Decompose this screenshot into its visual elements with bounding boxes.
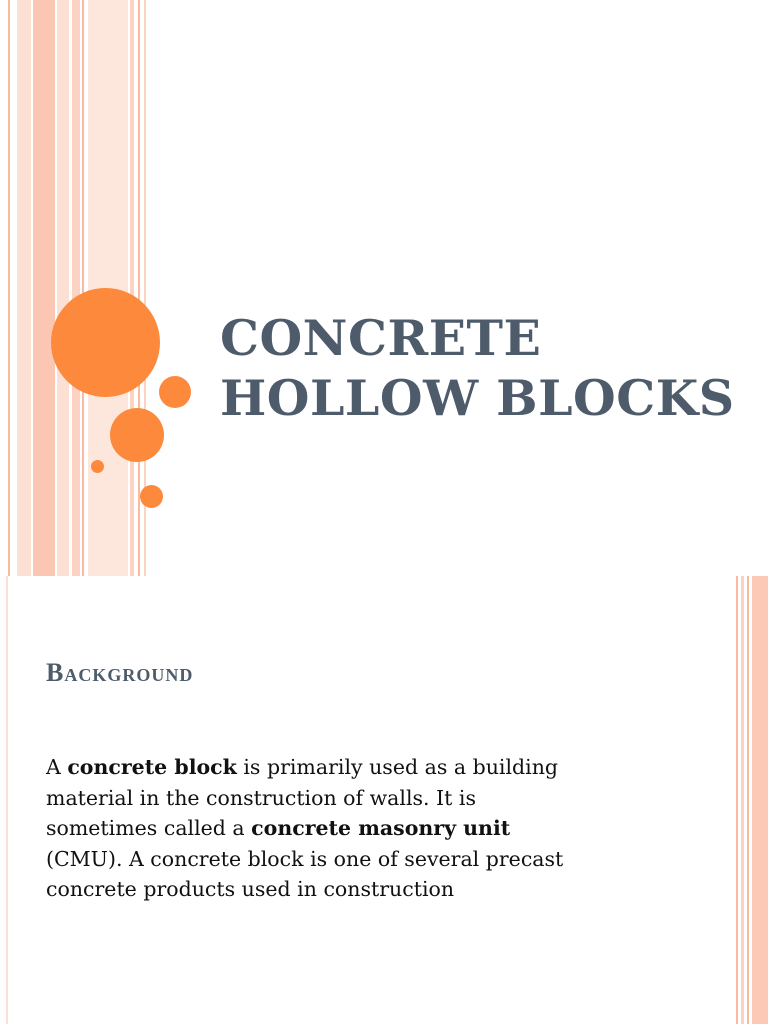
paragraph-line (46, 752, 666, 783)
small-orange-circle (159, 376, 191, 408)
small-orange-circle (140, 485, 163, 508)
title-line: HOLLOW BLOCKS (220, 369, 735, 427)
decorative-stripe (130, 0, 134, 576)
body-paragraph (46, 752, 666, 905)
decorative-stripe (33, 0, 55, 576)
decorative-stripe (736, 576, 738, 1024)
large-orange-circle (51, 288, 160, 397)
decorative-stripe (741, 576, 744, 1024)
paragraph-line: (CMU). A concrete block is one of several precast (46, 846, 564, 871)
text-run: is primarily used as a building (236, 755, 559, 779)
text-run: sometimes called a (46, 816, 252, 840)
paragraph-line: concrete products used in construction (46, 877, 455, 901)
bold-term: concrete masonry unit (251, 816, 511, 840)
decorative-stripe (6, 576, 8, 1024)
content-slide (0, 576, 768, 1024)
paragraph-line (46, 813, 666, 844)
slide-heading: Background (46, 658, 194, 687)
decorative-stripe (8, 0, 10, 576)
slide-title (220, 308, 760, 428)
decorative-stripe (747, 576, 749, 1024)
decorative-stripe (17, 0, 31, 576)
text-run: A (46, 755, 68, 779)
decorative-stripe (138, 0, 140, 576)
decorative-stripe (82, 0, 84, 576)
title-line: CONCRETE (220, 309, 542, 367)
decorative-stripe (752, 576, 768, 1024)
decorative-stripe (57, 0, 69, 576)
tiny-orange-circle (91, 460, 104, 473)
medium-orange-circle (110, 408, 164, 462)
decorative-stripe (72, 0, 80, 576)
paragraph-line: material in the construction of walls. It is (46, 785, 476, 810)
bold-term: concrete block (67, 755, 237, 779)
